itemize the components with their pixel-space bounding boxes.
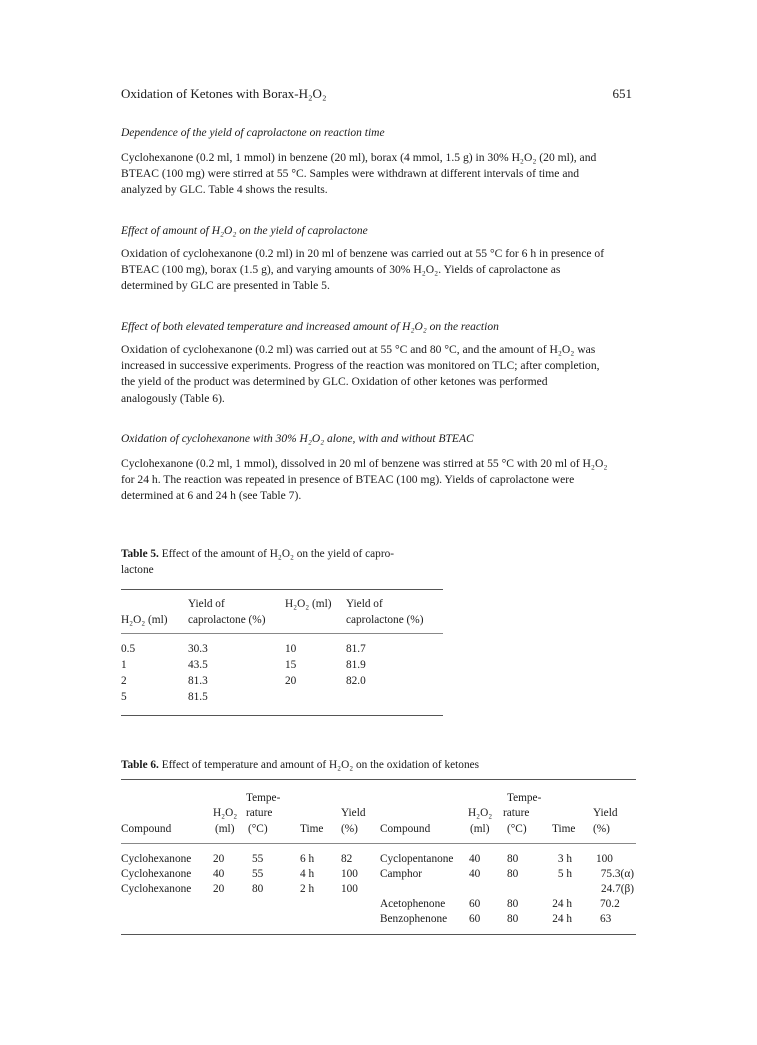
table5-cell: 43.5 — [188, 659, 208, 671]
paragraph-line: for 24 h. The reaction was repeated in presence of BTEAC (100 mg). Yields of caprolactone were — [121, 473, 575, 487]
table6-cell-h2o2: 60 — [469, 898, 481, 910]
table6-cell-yield: 63 — [600, 913, 612, 925]
table6-cell-temp: 55 — [252, 853, 264, 865]
table6-cell-yield: 24.7(β) — [600, 883, 634, 895]
running-head — [121, 86, 632, 102]
table5-cell: 0.5 — [121, 643, 136, 655]
table5-caption-text: Effect of the amount of H₂O₂ on the yield of capro- — [161, 548, 394, 560]
table6-header-h2o2-bottom: (ml) — [470, 823, 490, 835]
section-heading-temperature: Effect of both elevated temperature and increased amount of H₂O₂ on the reaction — [121, 321, 499, 333]
table5-cell: 5 — [121, 691, 127, 703]
table6-cell-h2o2: 60 — [469, 913, 481, 925]
table6-cell-time: 24 h — [552, 898, 572, 910]
table5-cell: 82.0 — [346, 675, 366, 687]
paragraph-line: analogously (Table 6). — [121, 391, 225, 405]
table6-cell-temp: 80 — [507, 853, 519, 865]
table6-cell-time: 4 h — [300, 868, 315, 880]
table6-cell-temp: 55 — [252, 868, 264, 880]
table5-caption-continued: lactone — [121, 564, 154, 576]
table6-header-temp-top: Tempe- — [246, 792, 281, 804]
table5-header-h2o2-left: H₂O₂ (ml) — [121, 614, 168, 626]
paragraph-line: BTEAC (100 mg), borax (1.5 g), and varying amounts of 30% H₂O₂. Yields of caprolactone as — [121, 263, 561, 277]
table6-cell-compound: Benzophenone — [380, 913, 448, 925]
table6-cell-time: 24 h — [552, 913, 572, 925]
table6-header-h2o2-top: H₂O₂ — [213, 807, 238, 819]
table6-header-yield-bottom: (%) — [593, 823, 610, 835]
table6-header-h2o2-top: H₂O₂ — [468, 807, 493, 819]
table6-cell-compound: Cyclohexanone — [121, 868, 192, 880]
table5-header-yield-top: Yield of — [188, 598, 225, 610]
paragraph-line: Oxidation of cyclohexanone (0.2 ml) was carried out at 55 °C and 80 °C, and the amount of H₂O₂ was — [121, 343, 596, 356]
table6-cell-yield: 100 — [341, 883, 358, 895]
paragraph-line: Cyclohexanone (0.2 ml, 1 mmol) in benzene (20 ml), borax (4 mmol, 1.5 g) in 30% H₂O₂ (20 ml), and — [121, 151, 597, 164]
section-heading-h2o2-alone: Oxidation of cyclohexanone with 30% H₂O₂ alone, with and without BTEAC — [121, 433, 474, 445]
table6-cell-time: 3 h — [557, 853, 572, 865]
table5-header-rule — [121, 633, 443, 634]
table6-cell-compound: Acetophenone — [380, 898, 446, 910]
table6-cell-yield: 100 — [341, 868, 358, 880]
table5-top-rule — [121, 589, 443, 590]
table5-header-yield-bottom: caprolactone (%) — [188, 614, 266, 626]
table6-header-compound: Compound — [121, 823, 172, 835]
table6-cell-h2o2: 20 — [213, 853, 225, 865]
table5-header-h2o2-right: H₂O₂ (ml) — [285, 598, 332, 610]
table6-cell-yield: 100 — [596, 853, 613, 865]
table5-cell: 30.3 — [188, 643, 208, 655]
section-paragraph-h2o2-amount — [121, 246, 636, 295]
table6-cell-time: 5 h — [557, 868, 572, 880]
table6-header-temp-bottom: (°C) — [248, 823, 268, 835]
table5-header-yield-right-top: Yield of — [346, 598, 383, 610]
paragraph-line: BTEAC (100 mg) were stirred at 55 °C. Samples were withdrawn at different intervals of time and — [121, 167, 580, 181]
table6-cell-temp: 80 — [507, 913, 519, 925]
page-number: 651 — [612, 86, 632, 101]
table6-header-temp-bottom: (°C) — [507, 823, 527, 835]
table6-header-rule — [121, 843, 636, 844]
table5-caption — [121, 546, 451, 578]
table6-header-yield-top: Yield — [593, 807, 618, 819]
table5-cell: 10 — [285, 643, 297, 655]
table6-header-time: Time — [552, 823, 576, 835]
paragraph-line: Oxidation of cyclohexanone (0.2 ml) in 20 ml of benzene was carried out at 55 °C for 6 h in presence of — [121, 247, 605, 260]
table6-cell-time: 6 h — [300, 853, 315, 865]
table6-cell-yield: 82 — [341, 853, 353, 865]
table5-cell: 15 — [285, 659, 297, 671]
table5-cell: 20 — [285, 675, 297, 687]
table6-cell-temp: 80 — [252, 883, 264, 895]
section-heading-h2o2-amount: Effect of amount of H₂O₂ on the yield of caprolactone — [121, 225, 368, 237]
paragraph-line: determined at 6 and 24 h (see Table 7). — [121, 489, 302, 503]
table6-cell-compound: Cyclohexanone — [121, 883, 192, 895]
table6-header-temp-top: Tempe- — [507, 792, 542, 804]
table6-header-yield-top: Yield — [341, 807, 366, 819]
table6-cell-temp: 80 — [507, 868, 519, 880]
section-paragraph-h2o2-alone — [121, 456, 636, 505]
table5-cell: 81.3 — [188, 675, 208, 687]
table5-cell: 1 — [121, 659, 127, 671]
table5-bottom-rule — [121, 715, 443, 716]
table6-cell-h2o2: 40 — [469, 868, 481, 880]
table6-top-rule — [121, 779, 636, 780]
table6-cell-compound: Cyclohexanone — [121, 853, 192, 865]
table6-cell-yield: 70.2 — [600, 898, 620, 910]
table6-cell-temp: 80 — [507, 898, 519, 910]
table6-header-compound: Compound — [380, 823, 431, 835]
table5-cell: 81.7 — [346, 643, 366, 655]
paragraph-line: the yield of the product was determined by GLC. Oxidation of other ketones was performed — [121, 375, 548, 389]
table6-cell-compound: Cyclopentanone — [380, 853, 454, 865]
table6-cell-time: 2 h — [300, 883, 315, 895]
table6-caption — [121, 757, 636, 773]
paragraph-line: increased in successive experiments. Progress of the reaction was monitored on TLC; after completion, — [121, 359, 600, 373]
table6-header-time: Time — [300, 823, 324, 835]
table6-header-temp-mid: rature — [246, 807, 273, 819]
table6-header-yield-bottom: (%) — [341, 823, 358, 835]
table6-header-temp-mid: rature — [503, 807, 530, 819]
table6-cell-compound: Camphor — [380, 868, 423, 880]
table6-cell-h2o2: 40 — [469, 853, 481, 865]
table6-bottom-rule — [121, 934, 636, 935]
table5-cell: 2 — [121, 675, 127, 687]
section-paragraph-temperature — [121, 342, 636, 407]
table6-label: Table 6. — [121, 759, 159, 771]
section-paragraph-reaction-time — [121, 150, 636, 199]
table6-cell-h2o2: 40 — [213, 868, 225, 880]
table5-header-yield-right-bottom: caprolactone (%) — [346, 614, 424, 626]
paragraph-line: Cyclohexanone (0.2 ml, 1 mmol), dissolved in 20 ml of benzene was stirred at 55 °C with 20 ml of H₂O₂ — [121, 457, 608, 470]
table5-label: Table 5. — [121, 548, 159, 560]
table6-caption-text: Effect of temperature and amount of H₂O₂ on the oxidation of ketones — [161, 759, 480, 771]
paragraph-line: determined by GLC are presented in Table 5. — [121, 279, 330, 293]
running-title: Oxidation of Ketones with Borax-H₂O₂ — [121, 86, 327, 101]
table6-cell-h2o2: 20 — [213, 883, 225, 895]
table5-cell: 81.5 — [188, 691, 208, 703]
table6-header-h2o2-bottom: (ml) — [215, 823, 235, 835]
table5-cell: 81.9 — [346, 659, 366, 671]
section-heading-reaction-time: Dependence of the yield of caprolactone on reaction time — [121, 127, 385, 139]
paragraph-line: analyzed by GLC. Table 4 shows the results. — [121, 183, 328, 197]
table6-cell-yield: 75.3(α) — [600, 868, 634, 880]
